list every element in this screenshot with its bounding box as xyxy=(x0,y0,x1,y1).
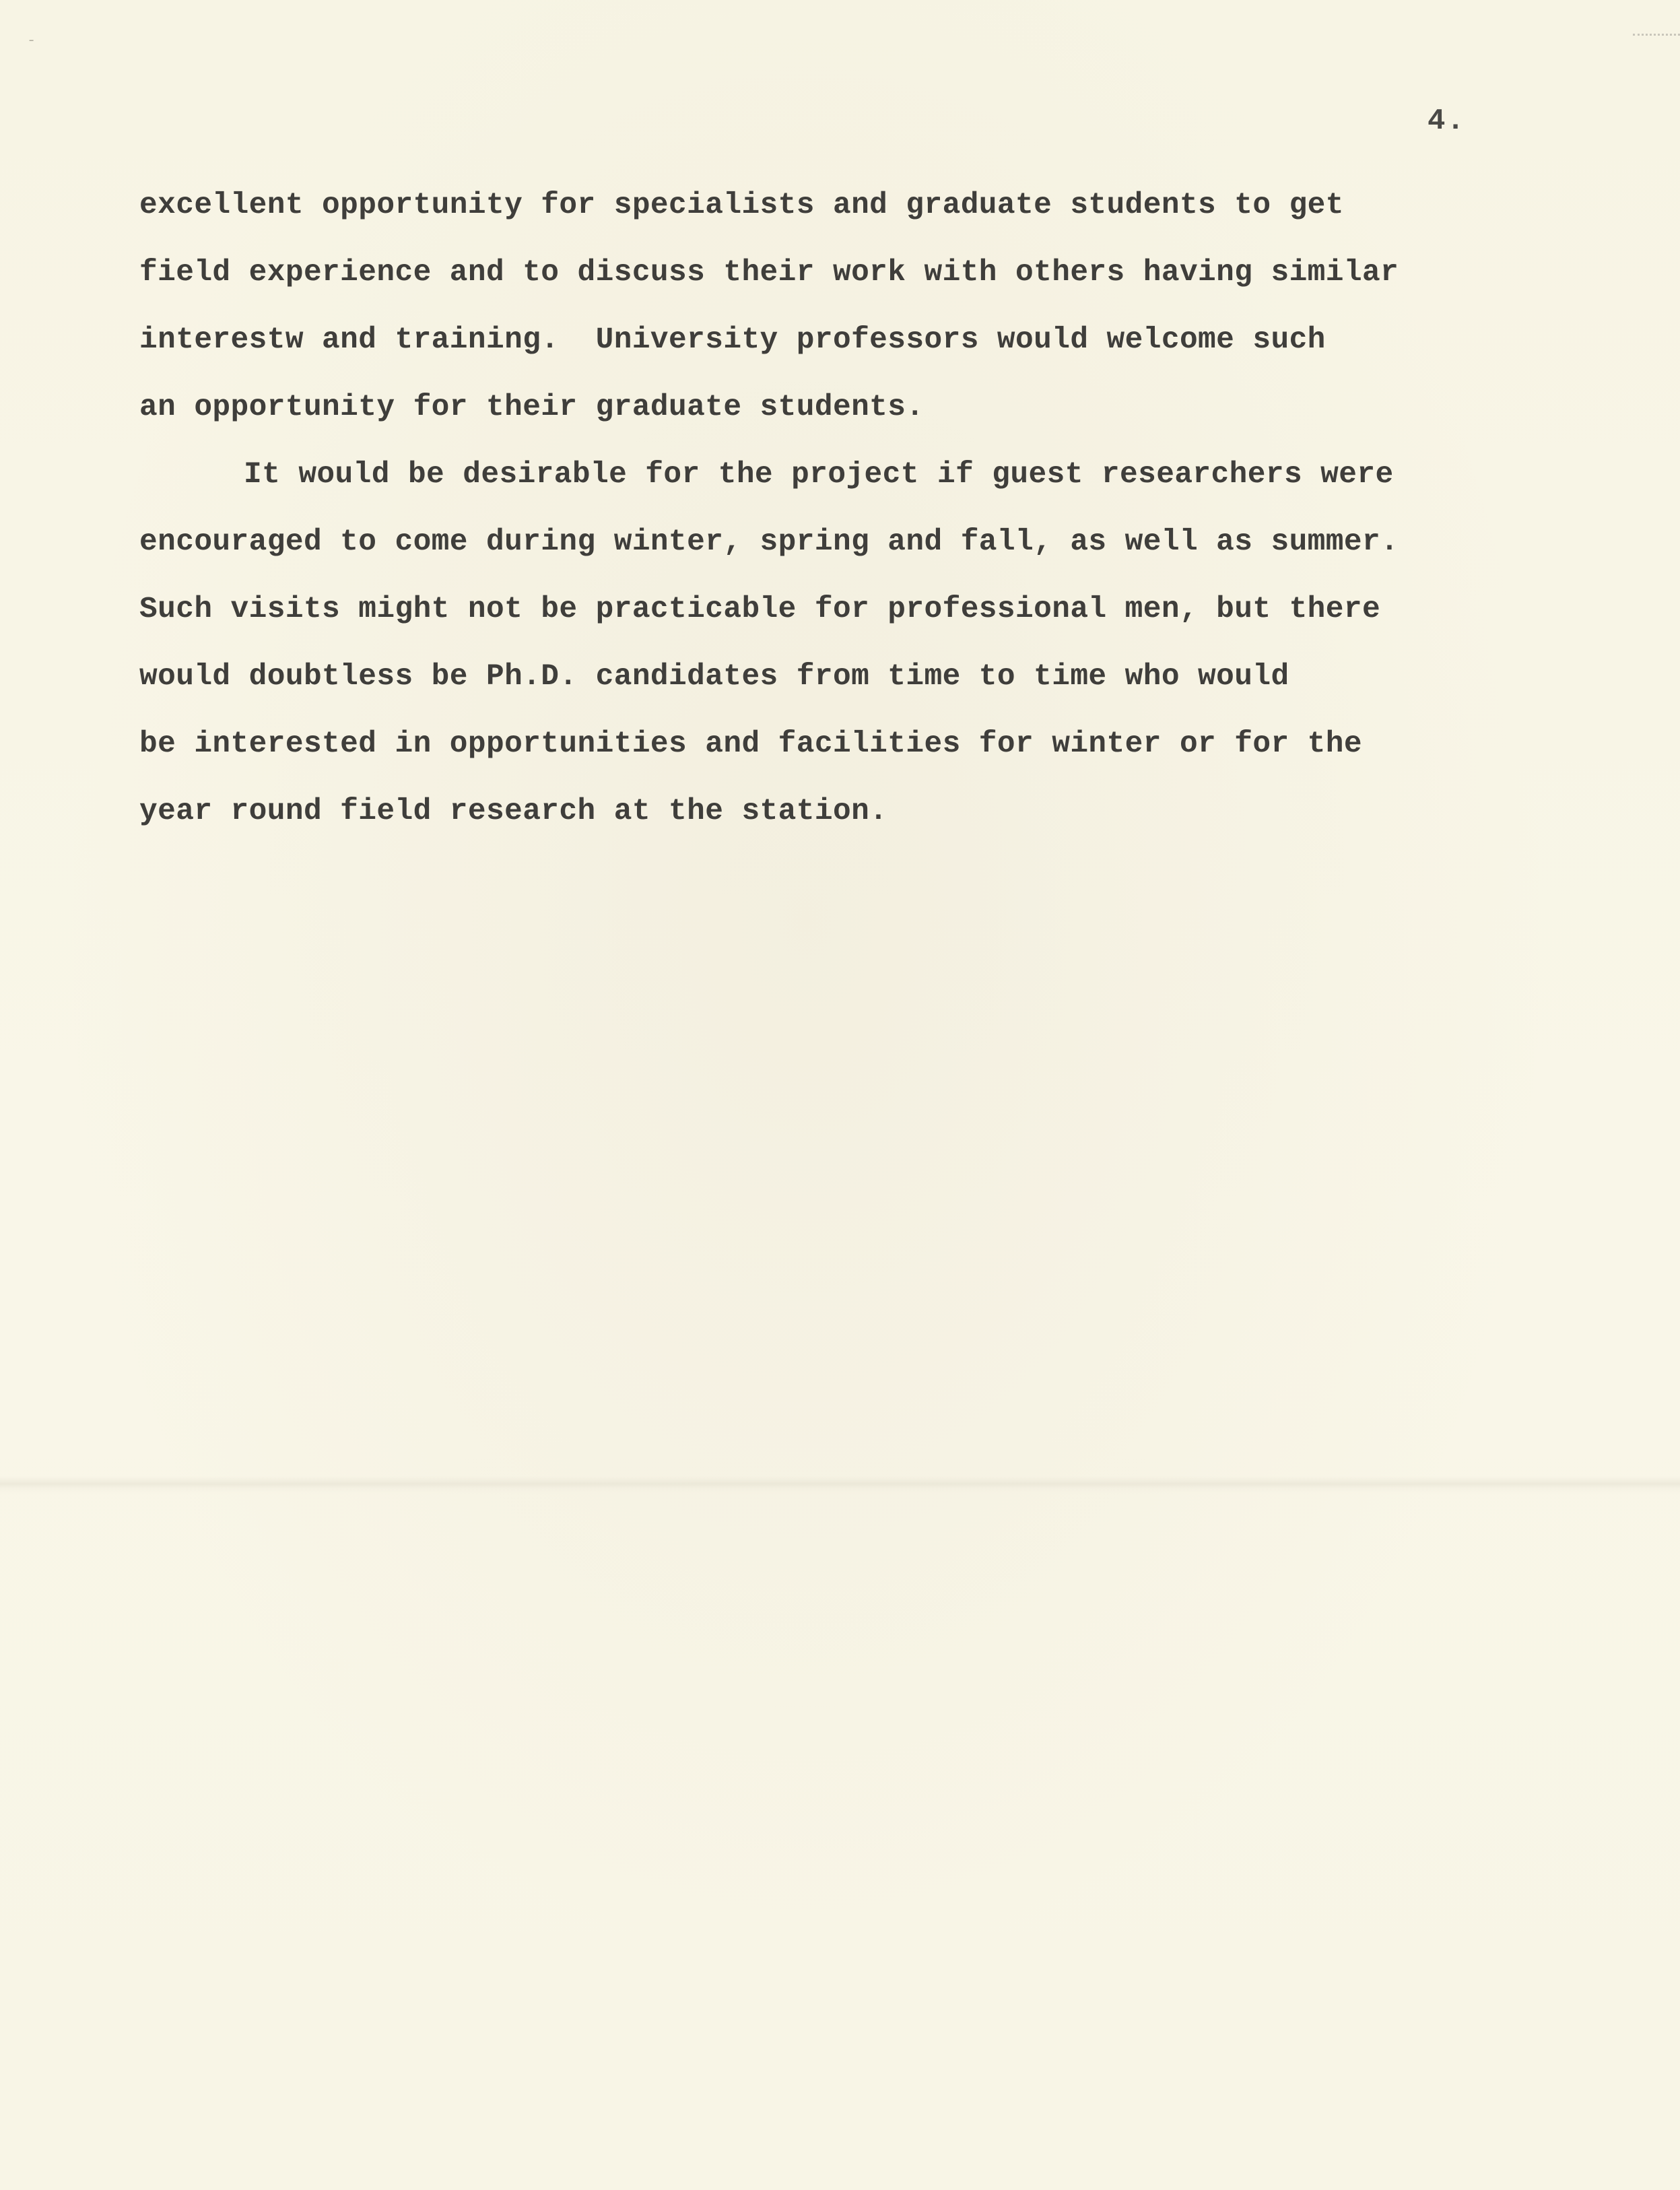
body-text xyxy=(139,172,1587,845)
text-line: year round field research at the station. xyxy=(139,795,888,828)
text-line: interestw and training. University professors would welcome such xyxy=(139,323,1326,357)
paper-fold-line xyxy=(0,1476,1680,1494)
text-line: field experience and to discuss their work with others having similar xyxy=(139,256,1399,290)
edge-mark xyxy=(1633,34,1680,42)
corner-mark: - xyxy=(27,32,36,49)
paragraph xyxy=(139,172,1587,441)
text-line: Such visits might not be practicable for professional men, but there xyxy=(139,593,1381,626)
text-line: would doubtless be Ph.D. candidates from time to time who would xyxy=(139,660,1289,694)
text-line: excellent opportunity for specialists and graduate students to get xyxy=(139,189,1344,222)
text-line: encouraged to come during winter, spring and fall, as well as summer. xyxy=(139,525,1399,559)
text-line: It would be desirable for the project if guest researchers were xyxy=(244,458,1394,492)
text-line: an opportunity for their graduate students. xyxy=(139,391,925,424)
text-line: be interested in opportunities and facilities for winter or for the xyxy=(139,727,1362,761)
page-number: 4. xyxy=(1427,104,1466,138)
paragraph xyxy=(139,441,1587,845)
